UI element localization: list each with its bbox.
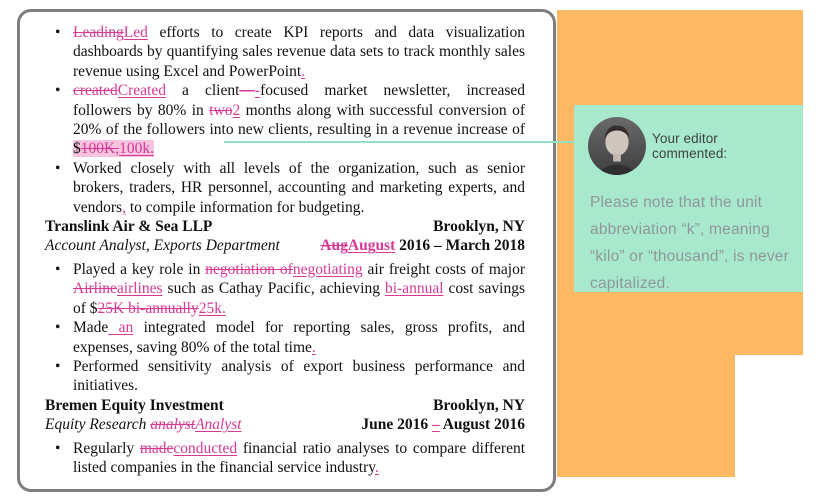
- inserted-text: 100k.: [119, 140, 154, 158]
- text-run: Equity Research: [45, 416, 151, 434]
- comment-header-label: Your editor commented:: [652, 131, 728, 161]
- deleted-text: 100K,: [80, 140, 120, 158]
- inserted-text: an: [108, 319, 134, 337]
- text-run: financial ratio analyses to compare different listed companies in the financial service industry: [73, 439, 526, 476]
- deleted-text: Leading: [73, 24, 124, 41]
- deleted-text: made: [139, 439, 174, 457]
- inserted-text: .: [375, 458, 379, 476]
- bullet-item: [45, 318, 525, 357]
- deleted-text: Airline: [73, 280, 117, 298]
- inserted-text: ,: [122, 198, 126, 216]
- section-heading-row: [45, 396, 525, 415]
- text-run: 2016 – March 2018: [395, 237, 525, 255]
- text-run: Worked closely with all levels of the organization, such as senior brokers, traders, HR personnel, accounting and marketing experts, and vendors: [73, 159, 525, 216]
- deleted-text: —: [239, 82, 255, 100]
- employment-dates: [361, 415, 525, 434]
- text-run: efforts to create KPI reports and data visualization dashboards by quantifying sales revenue data sets to track monthly sales revenue using Excel and PowerPoint: [73, 24, 525, 80]
- text-run: cost savings of $: [73, 280, 525, 317]
- bullet-item: [45, 260, 525, 318]
- company-name: Bremen Equity Investment: [45, 396, 224, 414]
- bullet-marker: •: [55, 439, 61, 457]
- bullet-marker: •: [55, 82, 61, 100]
- text-run: months along with successful conversion of 20% of the followers into new clients, resulting in a revenue increase of: [73, 101, 525, 139]
- deleted-text: analyst: [150, 416, 196, 434]
- inserted-text: 2: [232, 101, 241, 119]
- company-location: Brooklyn, NY: [433, 218, 525, 236]
- text-run: to compile information for budgeting.: [125, 198, 365, 216]
- bullet-item: [45, 81, 525, 159]
- editor-avatar-photo: [588, 117, 646, 175]
- text-run: Played a key role in: [73, 260, 206, 278]
- bullet-marker: •: [55, 319, 61, 337]
- bullet-item: [45, 159, 525, 217]
- deleted-text: 25K bi-annually: [97, 299, 199, 317]
- inserted-text: airlines: [116, 280, 163, 298]
- comment-header-row: [574, 105, 803, 175]
- company-name: Translink Air & Sea LLP: [45, 218, 213, 236]
- bullet-marker: •: [55, 260, 61, 278]
- text-run: August 2016: [439, 416, 525, 434]
- comment-body-text: Please note that the unit abbreviation “k”, meaning “kilo” or “thousand”, is never capitalized.: [590, 194, 789, 292]
- bullet-item: [45, 357, 525, 396]
- editor-avatar: [588, 117, 646, 175]
- deleted-text: Aug: [320, 237, 348, 255]
- text-run: Regularly: [73, 439, 140, 457]
- inserted-text: .: [311, 338, 316, 356]
- bullet-marker: •: [55, 24, 61, 41]
- inserted-text: conducted: [173, 439, 238, 457]
- job-title: [45, 415, 242, 434]
- resume-content: [20, 12, 553, 477]
- deleted-text: negotiation of: [205, 260, 293, 278]
- inserted-text: –: [431, 416, 440, 434]
- inserted-text: Led: [123, 24, 148, 41]
- inserted-text: .: [301, 62, 306, 80]
- text-run: air freight costs of major: [362, 260, 525, 278]
- company-location: Brooklyn, NY: [433, 396, 525, 414]
- comment-connector-line: [224, 141, 574, 143]
- inserted-text: August: [347, 237, 396, 255]
- text-run: $: [73, 140, 81, 158]
- text-run: Account Analyst, Exports Department: [45, 237, 280, 255]
- text-run: Made: [73, 319, 109, 337]
- inserted-text: Created: [117, 82, 166, 100]
- text-run: integrated model for reporting sales, gross profits, and expenses, saving 80% of the total time: [73, 319, 525, 356]
- inserted-text: 25k.: [198, 299, 226, 317]
- employment-dates: [320, 236, 525, 255]
- inserted-text: bi-annual: [384, 280, 444, 298]
- job-title: [45, 236, 280, 255]
- deleted-text: two: [209, 101, 233, 119]
- deleted-text: created: [73, 82, 118, 100]
- inserted-text: negotiating: [292, 260, 363, 278]
- role-date-row: [45, 415, 525, 434]
- bullet-item: [45, 439, 525, 478]
- section-heading-row: [45, 217, 525, 236]
- text-run: June 2016: [361, 416, 432, 434]
- role-date-row: [45, 236, 525, 255]
- resume-page: [17, 9, 556, 492]
- text-run: a client: [165, 82, 240, 100]
- text-run: Performed sensitivity analysis of export business performance and initiatives.: [73, 357, 525, 395]
- bullet-item: [45, 23, 525, 81]
- text-run: such as Cathay Pacific, achieving: [162, 280, 385, 298]
- text-run: focused market newsletter, increased followers by 80% in: [73, 82, 525, 119]
- bullet-marker: •: [55, 159, 61, 177]
- inserted-text: Analyst: [195, 416, 242, 434]
- bullet-marker: •: [55, 357, 61, 375]
- editor-comment-card: [574, 105, 803, 292]
- inserted-text: -: [254, 82, 261, 100]
